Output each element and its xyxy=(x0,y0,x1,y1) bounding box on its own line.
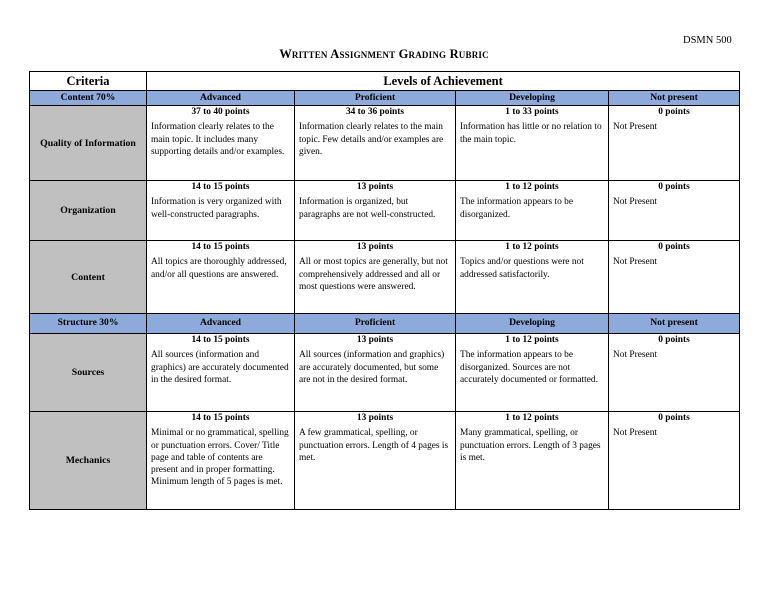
table-header-row xyxy=(30,72,740,91)
criterion-label: Mechanics xyxy=(30,412,147,510)
level-description: All or most topics are generally, but not comprehensively addressed and all or most questions were answered. xyxy=(299,257,448,292)
rubric-cell xyxy=(147,241,295,314)
table-row xyxy=(30,181,740,241)
level-heading-not-present: Not present xyxy=(609,314,740,334)
points-range: 0 points xyxy=(658,242,690,252)
points-range: 13 points xyxy=(356,182,394,192)
rubric-cell xyxy=(147,106,295,181)
criterion-label: Sources xyxy=(30,334,147,412)
points-range: 14 to 15 points xyxy=(191,413,250,423)
points-range: 1 to 12 points xyxy=(505,335,559,345)
criteria-header: Criteria xyxy=(30,72,147,91)
level-description: The information appears to be disorganized. Sources are not accurately documented or formatted. xyxy=(460,350,598,385)
points-range: 0 points xyxy=(658,182,690,192)
rubric-cell xyxy=(295,106,456,181)
points-range: 0 points xyxy=(658,335,690,345)
rubric-cell xyxy=(609,334,740,412)
level-heading-proficient: Proficient xyxy=(295,91,456,106)
level-description: Not Present xyxy=(613,350,658,361)
rubric-cell xyxy=(147,334,295,412)
rubric-cell xyxy=(147,412,295,510)
points-range: 13 points xyxy=(356,413,394,423)
rubric-cell xyxy=(295,412,456,510)
rubric-cell xyxy=(609,412,740,510)
grading-rubric-table xyxy=(29,71,740,510)
rubric-cell xyxy=(456,412,609,510)
level-description: Topics and/or questions were not addressed satisfactorily. xyxy=(460,257,584,280)
points-range: 1 to 12 points xyxy=(505,182,559,192)
rubric-cell xyxy=(456,241,609,314)
level-description: Information is organized, but paragraphs are not well-constructed. xyxy=(299,197,436,220)
table-row xyxy=(30,334,740,412)
points-range: 14 to 15 points xyxy=(191,335,250,345)
points-range: 0 points xyxy=(658,107,690,117)
criterion-label: Quality of Information xyxy=(30,106,147,181)
level-description: A few grammatical, spelling, or punctuation errors. Length of 4 pages is met. xyxy=(299,428,449,463)
points-range: 14 to 15 points xyxy=(191,182,250,192)
level-description: Information clearly relates to the main topic. Few details and/or examples are given. xyxy=(299,122,444,157)
criterion-label: Organization xyxy=(30,181,147,241)
points-range: 0 points xyxy=(658,413,690,423)
section-header-row xyxy=(30,314,740,334)
points-range: 1 to 33 points xyxy=(505,107,559,117)
level-description: Not Present xyxy=(613,257,658,268)
rubric-cell xyxy=(295,334,456,412)
level-description: Not Present xyxy=(613,428,658,439)
level-heading-proficient: Proficient xyxy=(295,314,456,334)
level-heading-developing: Developing xyxy=(456,91,609,106)
levels-header: Levels of Achievement xyxy=(147,72,740,91)
table-row xyxy=(30,412,740,510)
level-description: Minimal or no grammatical, spelling or punctuation errors. Cover/ Title page and table of contents are present and in proper formatting. Minimum length of 5 pages is met. xyxy=(151,428,289,488)
section-label: Content 70% xyxy=(30,91,147,106)
rubric-cell xyxy=(147,181,295,241)
level-heading-developing: Developing xyxy=(456,314,609,334)
rubric-cell xyxy=(456,181,609,241)
points-range: 1 to 12 points xyxy=(505,242,559,252)
level-description: Not Present xyxy=(613,122,658,133)
level-description: Information clearly relates to the main topic. It includes many supporting details and/or examples. xyxy=(151,122,285,157)
level-description: Many grammatical, spelling, or punctuation errors. Length of 3 pages is met. xyxy=(460,428,601,463)
level-description: The information appears to be disorganized. xyxy=(460,197,573,220)
level-description: All topics are thoroughly addressed, and/or all questions are answered. xyxy=(151,257,287,280)
criterion-label: Content xyxy=(30,241,147,314)
rubric-cell xyxy=(456,334,609,412)
document-title: Written Assignment Grading Rubric xyxy=(279,47,489,61)
rubric-cell xyxy=(609,241,740,314)
section-header-row xyxy=(30,91,740,106)
section-label: Structure 30% xyxy=(30,314,147,334)
level-description: Information is very organized with well-constructed paragraphs. xyxy=(151,197,282,220)
course-code: DSMN 500 xyxy=(683,35,732,46)
rubric-cell xyxy=(456,106,609,181)
points-range: 34 to 36 points xyxy=(345,107,405,117)
points-range: 13 points xyxy=(356,242,394,252)
table-row xyxy=(30,106,740,181)
points-range: 14 to 15 points xyxy=(191,242,250,252)
level-heading-advanced: Advanced xyxy=(147,91,295,106)
level-heading-not-present: Not present xyxy=(609,91,740,106)
rubric-cell xyxy=(609,181,740,241)
level-description: All sources (information and graphics) are accurately documented in the desired format. xyxy=(151,350,289,385)
rubric-cell xyxy=(295,241,456,314)
rubric-cell xyxy=(295,181,456,241)
level-heading-advanced: Advanced xyxy=(147,314,295,334)
level-description: Information has little or no relation to the main topic. xyxy=(460,122,602,145)
rubric-cell xyxy=(609,106,740,181)
points-range: 1 to 12 points xyxy=(505,413,559,423)
points-range: 37 to 40 points xyxy=(191,107,250,117)
level-description: All sources (information and graphics) are accurately documented, but some are not in the desired format. xyxy=(299,350,445,385)
points-range: 13 points xyxy=(356,335,394,345)
level-description: Not Present xyxy=(613,197,658,208)
table-row xyxy=(30,241,740,314)
